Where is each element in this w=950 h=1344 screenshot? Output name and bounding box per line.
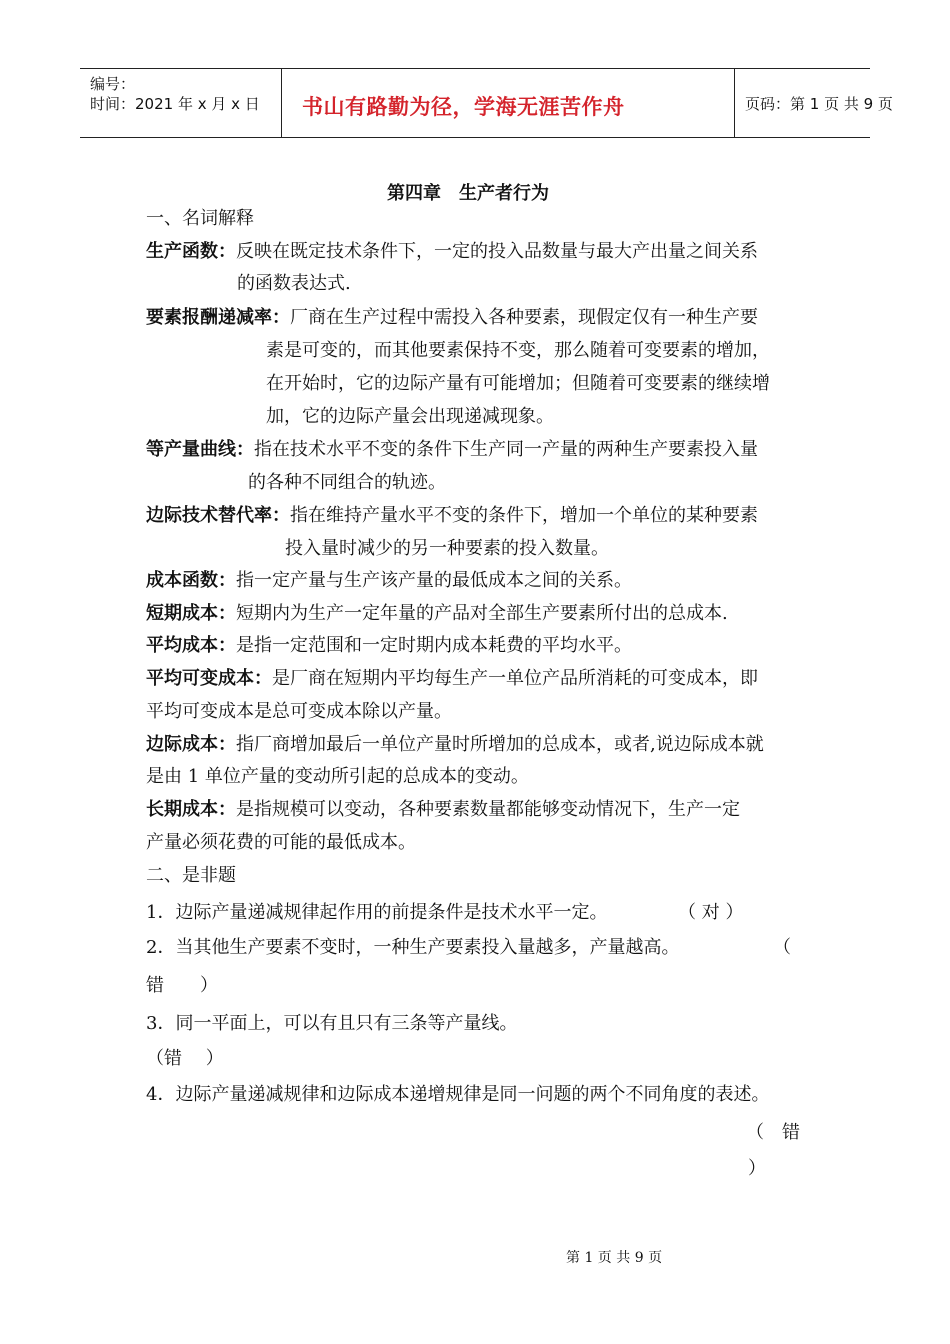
term-label: 短期成本：: [146, 603, 236, 624]
term-entry: [146, 240, 758, 264]
term-def: 厂商在生产过程中需投入各种要素，现假定仅有一种生产要: [290, 307, 758, 328]
term-entry: [146, 306, 758, 330]
term-def-line: 投入量时减少的另一种要素的投入数量。: [285, 538, 609, 559]
chapter-title: 第四章 生产者行为: [387, 183, 549, 204]
header-motto-cell: [281, 69, 735, 137]
section-heading-truefalse: 二、是非题: [146, 865, 236, 886]
term-def-line: 产量必须花费的可能的最低成本。: [146, 832, 416, 853]
term-def-line: 的各种不同组合的轨迹。: [248, 472, 446, 493]
term-label: 平均可变成本：: [146, 668, 272, 689]
term-entry: [146, 569, 632, 593]
header-page-cell: [735, 69, 893, 137]
term-label: 长期成本：: [146, 799, 236, 820]
term-def: 指厂商增加最后一单位产量时所增加的总成本，或者,说边际成本就: [236, 734, 764, 755]
question-answer: （ 对 ）: [678, 902, 744, 923]
term-def: 反映在既定技术条件下，一定的投入品数量与最大产出量之间关系: [236, 241, 758, 262]
term-label: 边际成本：: [146, 734, 236, 755]
page-footer: 第 1 页 共 9 页: [566, 1250, 663, 1266]
term-entry: [146, 438, 758, 462]
term-def: 指在维持产量水平不变的条件下，增加一个单位的某种要素: [290, 505, 758, 526]
motto-text: 书山有路勤为径，学海无涯苦作舟: [302, 95, 625, 119]
term-entry: [146, 504, 758, 528]
header-page-info: 页码：第 1 页 共 9 页: [745, 95, 893, 113]
term-def: 短期内为生产一定年量的产品对全部生产要素所付出的总成本.: [236, 603, 728, 624]
term-label: 平均成本：: [146, 635, 236, 656]
question-answer: （: [773, 937, 791, 958]
question-answer: ）: [748, 1158, 766, 1179]
section-heading-terms: 一、名词解释: [146, 208, 254, 229]
question-answer: （ 错: [746, 1122, 800, 1143]
question-text: 2．当其他生产要素不变时，一种生产要素投入量越多，产量越高。: [146, 937, 680, 958]
term-def-line: 是由 1 单位产量的变动所引起的总成本的变动。: [146, 766, 529, 787]
term-label: 生产函数：: [146, 241, 236, 262]
term-entry: [146, 667, 758, 691]
term-def: 是厂商在短期内平均每生产一单位产品所消耗的可变成本，即: [272, 668, 758, 689]
term-def-line: 平均可变成本是总可变成本除以产量。: [146, 701, 452, 722]
question-text: 3．同一平面上，可以有且只有三条等产量线。: [146, 1013, 518, 1034]
term-def-line: 素是可变的，而其他要素保持不变，那么随着可变要素的增加，: [266, 340, 770, 361]
term-def-line: 加，它的边际产量会出现递减现象。: [266, 406, 554, 427]
term-label: 成本函数：: [146, 570, 236, 591]
term-entry: [146, 798, 740, 822]
header-meta-cell: [80, 69, 281, 137]
term-def: 指在技术水平不变的条件下生产同一产量的两种生产要素投入量: [254, 439, 758, 460]
question-text: 1．边际产量递减规律起作用的前提条件是技术水平一定。: [146, 902, 608, 923]
doc-date: 时间：2021 年 x 月 x 日: [90, 95, 260, 113]
term-entry: [146, 634, 632, 658]
term-def: 指一定产量与生产该产量的最低成本之间的关系。: [236, 570, 632, 591]
term-def: 是指一定范围和一定时期内成本耗费的平均水平。: [236, 635, 632, 656]
question-answer: 错 ）: [146, 975, 218, 996]
term-entry: [146, 733, 764, 757]
term-entry: [146, 602, 728, 626]
term-def-line: 的函数表达式.: [237, 273, 351, 294]
term-label: 等产量曲线：: [146, 439, 254, 460]
term-def-line: 在开始时，它的边际产量有可能增加；但随着可变要素的继续增: [266, 373, 770, 394]
term-label: 要素报酬递减率：: [146, 307, 290, 328]
term-label: 边际技术替代率：: [146, 505, 290, 526]
question-answer: （错 ）: [146, 1048, 224, 1069]
doc-number-label: 编号：: [90, 75, 136, 93]
term-def: 是指规模可以变动，各种要素数量都能够变动情况下，生产一定: [236, 799, 740, 820]
question-text: 4．边际产量递减规律和边际成本递增规律是同一问题的两个不同角度的表述。: [146, 1084, 770, 1105]
document-header: [80, 68, 893, 138]
